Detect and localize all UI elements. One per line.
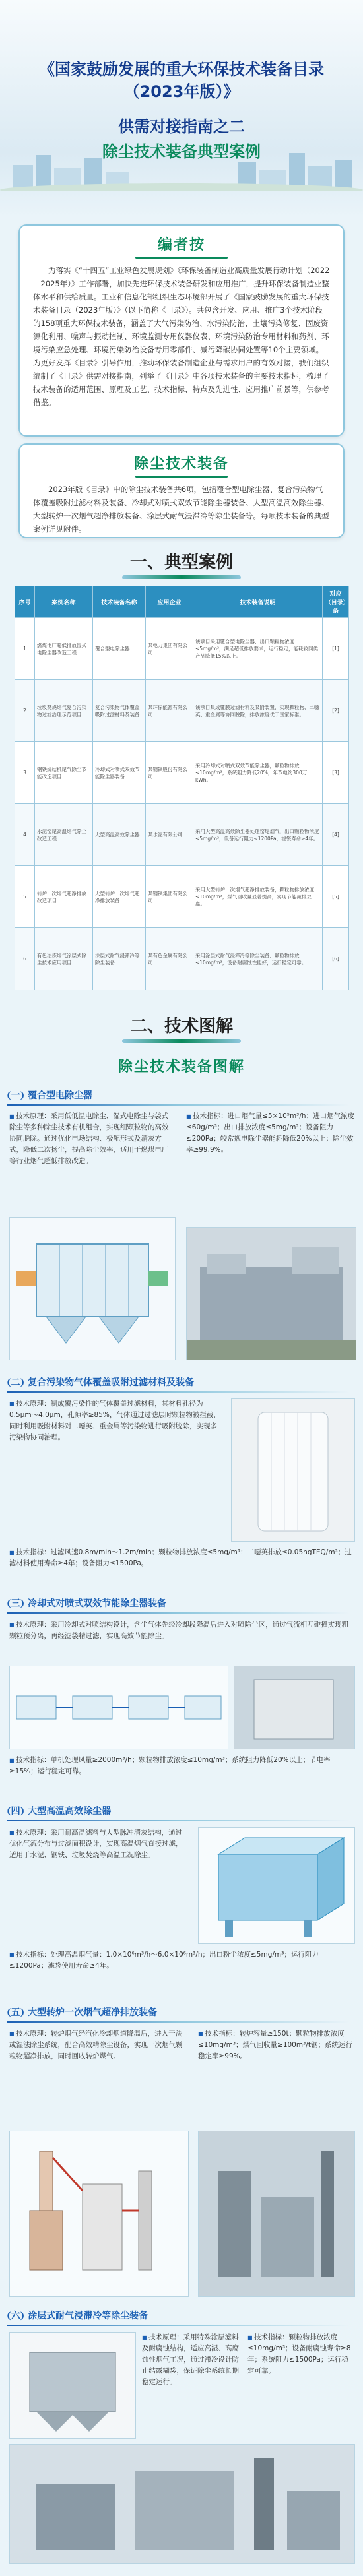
converter-flue-gas-diagram [10, 2131, 188, 2296]
table-row [15, 804, 349, 866]
item5-principle: ■ 技术原理：转炉烟气经汽化冷却烟道降温后，进入干法或湿法除尘系统，配合高效精除尘设备，实现一次烟气颗粒物超净排放，同时回收转炉煤气。 [9, 2028, 187, 2062]
cell-company: 某水泥有限公司 [146, 804, 193, 866]
table-row [15, 866, 349, 928]
col-header-index: 序号 [15, 586, 35, 618]
cell-description: 采用大型转炉一次烟气超净排放装备，颗粒物排放浓度≤10mg/m³，煤气回收量显著提高，实现节能减排双赢。 [193, 866, 323, 928]
col-header-company: 应用企业 [146, 586, 193, 618]
plant-photo-illustration [199, 2131, 354, 2296]
item2-photo [231, 1398, 355, 1542]
item5-title-text: (五) 大型转炉一次烟气超净排放装备 [7, 2007, 158, 2018]
cell-description: 该项目采用覆合型电除尘器，出口颗粒物浓度≤5mg/m³，满足超低排放要求，运行稳定，能耗较同类产品降低15%以上。 [193, 618, 323, 680]
table-header-row [15, 586, 349, 618]
item1-title [7, 1088, 356, 1106]
item3-diagram [9, 1666, 228, 1749]
cell-equipment: 覆合型电除尘器 [93, 618, 146, 680]
table-row [15, 618, 349, 680]
editor-note-text: 为落实《“十四五”工业绿色发展规划》《环保装备制造业高质量发展行动计划（2022—2025年）》工作部署，加快先进环保技术装备研发和应用推广，提升环保装备制造业整体水平和供给质量。工业和信息化部组织生态环境部开展了《国家鼓励发展的重大环保技术装备目录（2023年版）》（以下简称《目录》）。共包含开发、应用、推广3个技术阶段的158项重大环保技术装备，涵盖了大气污染防治、水污染防治、土壤污染修复、固废资源化利用、噪声与振动控制、环境监测专用仪器仪表、环境污染防治专用材料和药剂、环境污染应急处理、环境污染防治设备专用零部件、减污降碳协同处置等10个主要领域。为更好发挥《目录》引导作用，推动环保装备制造企业与需求用户的有效对接，我们组织编制了《目录》供需对接指南，列举了《目录》中各项技术装备的主要技术指标，梳理了技术装备的适用范围、原理及工艺、技术指标、特点及先进性、应用推广前景等，供参考借鉴。 [33, 266, 330, 407]
cell-equipment: 涂层式耐气浸滞冷等除尘装备 [93, 928, 146, 990]
cell-index: 3 [15, 742, 35, 804]
cell-case: 水泥窑尾高温烟气除尘改造工程 [35, 804, 93, 866]
dust-equipment-box [18, 443, 345, 538]
heading-underline [135, 257, 228, 259]
item2-indicators: ■ 技术指标：过滤风速0.8m/min～1.2m/min；颗粒物排放浓度≤5mg/m³；二噁英排放≤0.05ngTEQ/m³；过滤材料使用寿命≥4年；设备阻力≤1500Pa。 [9, 1547, 354, 1569]
title-underline [7, 1104, 350, 1106]
col-header-case: 案例名称 [35, 586, 93, 618]
cell-description: 该项目集成覆膜过滤材料及吸附装置，实现颗粒物、二噁英、重金属等协同脱除，排放浓度优于国家标准。 [193, 680, 323, 742]
item5-indicators: ■ 技术指标：转炉容量≥150t；颗粒物排放浓度≤10mg/m³；煤气回收量≥100m³/t钢；系统运行稳定率≥99%。 [198, 2028, 354, 2062]
item6-title [7, 2309, 356, 2326]
item1-indicators: ■ 技术指标：进口烟气量≤5×10⁵m³/h；进口烟气浓度≤60g/m³；出口排放浓度≤5mg/m³；设备阻力≤200Pa；较常规电除尘器能耗降低20%以上；除尘效率≥99.9%。 [186, 1111, 355, 1156]
cell-case: 燃煤电厂超低排放湿式电除尘器改造工程 [35, 618, 93, 680]
item6-title-text: (六) 涂层式耐气浸滞冷等除尘装备 [7, 2311, 148, 2321]
table-row [15, 680, 349, 742]
title-underline [7, 2325, 350, 2326]
item3-principle: ■ 技术原理：采用冷却式对喷结构设计，含尘气体先经冷却段降温后进入对喷除尘区，通过气流相互碰撞实现粗颗粒预分离，再经滤袋精过滤，实现高效节能除尘。 [9, 1619, 354, 1642]
editor-note-heading: 编者按 [157, 236, 205, 253]
main-title: 《国家鼓励发展的重大环保技术装备目录（2023年版）》 [39, 60, 324, 101]
heading-underline [135, 476, 228, 478]
item4-diagram [198, 1827, 355, 1944]
process-flow-diagram [10, 1666, 228, 1749]
item1-diagram [9, 1217, 176, 1360]
cell-index: 4 [15, 804, 35, 866]
title-underline [7, 1391, 350, 1393]
col-header-description: 技术装备说明 [193, 586, 323, 618]
cell-equipment: 复合污染物气体覆盖吸附过滤材料及装备 [93, 680, 146, 742]
item5-title [7, 2005, 356, 2023]
cell-case: 垃圾焚烧烟气复合污染物过滤治理示范项目 [35, 680, 93, 742]
cell-company: 某环保能源有限公司 [146, 680, 193, 742]
cell-index: 6 [15, 928, 35, 990]
cell-case: 有色冶炼烟气涂层式除尘技术应用项目 [35, 928, 93, 990]
item4-title [7, 1804, 356, 1821]
cell-description: 采用大型高温高效除尘器处理窑尾烟气，出口颗粒物浓度≤5mg/m³，设备运行阻力≤1200Pa，滤袋寿命≥4年。 [193, 804, 323, 866]
item1-title-text: (一) 覆合型电除尘器 [7, 1090, 93, 1101]
section-divider [122, 575, 241, 579]
table-row [15, 928, 349, 990]
item3-title [7, 1596, 356, 1614]
coating-dust-collector-illustration [10, 2333, 135, 2438]
item4-principle: ■ 技术原理：采用耐高温滤料与大型脉冲清灰结构，通过优化气流分布与过滤面积设计，实现高温烟气直接过滤，适用于水泥、钢铁、垃圾焚烧等高温工况除尘。 [9, 1827, 187, 1861]
theme-title: 除尘技术装备典型案例 [102, 142, 261, 161]
section2-title: 二、技术图解 [129, 1017, 233, 1036]
item2-principle: ■ 技术原理：制成覆污染性的气体覆盖过滤材料，其材料孔径为0.5μm～4.0μm，孔隙率≥85%，气体通过过滤层时颗粒物被拦截，同时利用吸附材料对二噁英、重金属等污染物进行吸附脱除，实现多污染物协同治理。 [9, 1398, 220, 1443]
baghouse-3d-illustration [199, 1828, 354, 1943]
industrial-site-illustration [10, 2445, 354, 2563]
title-underline [7, 2021, 350, 2023]
item5-photo [198, 2131, 355, 2297]
precipitator-photo-illustration [187, 1228, 356, 1360]
cell-description: 采用冷却式对喷式双效节能除尘器，颗粒物排放≤10mg/m³，系统阻力降低20%，年节电约300万kWh。 [193, 742, 323, 804]
item3-indicators: ■ 技术指标：单机处理风量≥2000m³/h；颗粒物排放浓度≤10mg/m³；系统阻力降低20%以上；节电率≥15%；运行稳定可靠。 [9, 1755, 354, 1777]
cell-ref: [5] [323, 866, 349, 928]
title-underline [7, 1820, 350, 1821]
sub-title: 供需对接指南之二 [118, 117, 245, 136]
item2-title-text: (二) 复合污染物气体覆盖吸附过滤材料及装备 [7, 1377, 195, 1388]
cell-case: 转炉一次烟气超净排放改造项目 [35, 866, 93, 928]
item2-title [7, 1375, 356, 1393]
equipment-photo-illustration [234, 1666, 354, 1749]
item3-title-text: (三) 冷却式对喷式双效节能除尘器装备 [7, 1598, 167, 1609]
cell-ref: [6] [323, 928, 349, 990]
cell-ref: [4] [323, 804, 349, 866]
section1-title: 一、典型案例 [129, 553, 233, 573]
cell-equipment: 大型高温高效除尘器 [93, 804, 146, 866]
cell-description: 采用涂层式耐气浸滞冷等除尘装备，颗粒物排放≤10mg/m³，设备耐腐蚀性能好，运行稳定可靠。 [193, 928, 323, 990]
cell-equipment: 大型转炉一次烟气超净排放装备 [93, 866, 146, 928]
cell-index: 1 [15, 618, 35, 680]
item6-indicators: ■ 技术指标：颗粒物排放浓度≤10mg/m³；设备耐腐蚀寿命≥8年；系统阻力≤1500Pa；运行稳定可靠。 [248, 2332, 354, 2377]
dust-equipment-heading: 除尘技术装备 [133, 455, 229, 472]
table-row [15, 742, 349, 804]
item6-principle: ■ 技术原理：采用特殊涂层滤料及耐腐蚀结构，适应高湿、高腐蚀性烟气工况，通过滞冷设计防止结露糊袋，保证除尘系统长期稳定运行。 [142, 2332, 241, 2388]
item5-diagram [9, 2131, 189, 2297]
item3-photo [234, 1666, 355, 1749]
item4-title-text: (四) 大型高温高效除尘器 [7, 1806, 112, 1817]
case-table-wrapper [15, 586, 348, 990]
item1-principle: ■ 技术原理：采用低低温电除尘、湿式电除尘与袋式除尘等多种除尘技术有机组合，实现细颗粒物的高效协同脱除。通过优化电场结构、极配形式及清灰方式，降低二次扬尘，提高除尘效率，适用于燃煤电厂等行业烟气超低排放改造。 [9, 1111, 174, 1167]
editor-note-box [18, 224, 345, 437]
electrostatic-precipitator-diagram [10, 1218, 175, 1360]
cell-equipment: 冷却式对喷式双效节能除尘器装备 [93, 742, 146, 804]
cell-ref: [3] [323, 742, 349, 804]
cell-ref: [1] [323, 618, 349, 680]
item6-photo [9, 2444, 355, 2564]
cell-company: 某电力集团有限公司 [146, 618, 193, 680]
cell-index: 5 [15, 866, 35, 928]
item1-photo [186, 1227, 356, 1360]
cell-company: 某钢铁股份有限公司 [146, 742, 193, 804]
section-divider [122, 1039, 241, 1043]
section2-subtitle: 除尘技术装备图解 [117, 1058, 245, 1075]
hero-banner [0, 0, 363, 218]
col-header-ref: 对应（目录）条 [323, 586, 349, 618]
dust-equipment-text: 2023年版《目录》中的除尘技术装备共6项，包括覆合型电除尘器、复合污染物气体覆盖吸附过滤材料及装备、冷却式对喷式双效节能除尘器装备、大型高温高效除尘器、大型转炉一次烟气超净排放装备、涂层式耐气浸滞冷等除尘装备等。每项技术装备的典型案例详见附件。 [33, 485, 329, 534]
item6-diagram [9, 2332, 136, 2439]
cell-case: 钢铁烧结机尾气除尘节能改造项目 [35, 742, 93, 804]
col-header-equipment: 技术装备名称 [93, 586, 146, 618]
case-table [15, 586, 349, 990]
filter-material-illustration [232, 1399, 354, 1541]
cell-ref: [2] [323, 680, 349, 742]
cell-company: 某钢铁集团有限公司 [146, 866, 193, 928]
title-underline [7, 1612, 350, 1614]
cell-index: 2 [15, 680, 35, 742]
cell-company: 某有色金属有限公司 [146, 928, 193, 990]
item4-indicators: ■ 技术指标：处理高温烟气量：1.0×10⁶m³/h～6.0×10⁶m³/h；出口粉尘浓度≤5mg/m³；运行阻力≤1200Pa；滤袋使用寿命≥4年。 [9, 1949, 354, 1972]
